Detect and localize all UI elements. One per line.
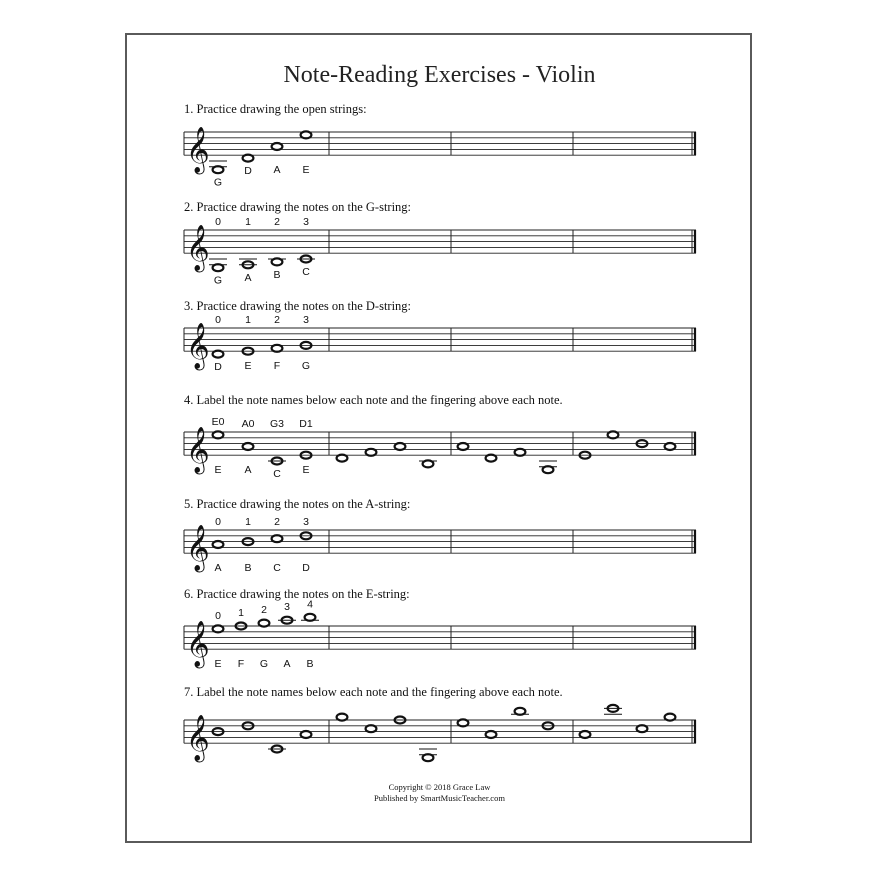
treble-clef-icon: 𝄞: [186, 225, 210, 272]
exercise-5-instruction: 5. Practice drawing the notes on the A-string:: [184, 497, 411, 511]
whole-note: [213, 166, 224, 173]
fingering-label: 1: [238, 607, 244, 619]
whole-note: [486, 731, 497, 738]
note-name-label: C: [273, 562, 281, 575]
note-name-label: G: [301, 360, 311, 373]
fingering-label: 2: [261, 604, 267, 617]
note-name-label: C: [302, 266, 310, 278]
note-name-label: G: [213, 274, 223, 287]
whole-note: [243, 443, 254, 450]
fingering-label: 0: [215, 314, 221, 326]
fingering-label: 0: [215, 609, 221, 622]
exercise-6-staff: [184, 598, 696, 670]
treble-clef-icon: 𝄞: [186, 127, 210, 174]
fingering-label: 1: [245, 216, 251, 228]
whole-note: [637, 725, 648, 732]
note-name-label: E: [302, 464, 310, 477]
fingering-label: 3: [303, 216, 309, 228]
whole-note: [580, 731, 591, 738]
treble-clef-icon: 𝄞: [186, 427, 210, 474]
whole-note: [423, 754, 434, 761]
whole-note: [213, 264, 224, 271]
whole-note: [305, 614, 316, 621]
whole-note: [366, 725, 377, 732]
exercise-3-staff: [184, 314, 696, 373]
whole-note: [665, 714, 676, 721]
copyright-notice: [0, 782, 879, 804]
whole-note: [272, 345, 283, 352]
whole-note: [301, 731, 312, 738]
fingering-label: 2: [274, 516, 280, 528]
note-name-label: A: [283, 658, 291, 671]
note-name-label: D: [214, 361, 222, 374]
note-name-label: E: [214, 658, 222, 671]
fingering-label: 1: [245, 516, 251, 528]
note-name-label: D: [302, 562, 310, 575]
whole-note: [259, 620, 270, 627]
note-name-label: D: [244, 165, 252, 178]
copyright-line: Copyright © 2018 Grace Law: [388, 782, 491, 792]
whole-note: [515, 449, 526, 456]
note-name-label: F: [273, 360, 281, 373]
whole-note: [301, 131, 312, 138]
note-name-label: B: [306, 658, 314, 671]
exercise-3-instruction: 3. Practice drawing the notes on the D-string:: [184, 299, 412, 313]
note-name-label: A: [244, 271, 252, 284]
whole-note: [366, 449, 377, 456]
fingering-label: 3: [303, 516, 309, 528]
whole-note: [213, 625, 224, 632]
treble-clef-icon: 𝄞: [186, 525, 210, 572]
exercise-1-instruction: 1. Practice drawing the open strings:: [184, 102, 367, 116]
fingering-label: E0: [211, 415, 225, 428]
whole-note: [665, 443, 676, 450]
fingering-label: 2: [274, 216, 280, 228]
whole-note: [272, 143, 283, 150]
whole-note: [458, 719, 469, 726]
whole-note: [543, 466, 554, 473]
exercise-2-instruction: 2. Practice drawing the notes on the G-string:: [184, 200, 412, 214]
note-name-label: B: [244, 562, 252, 575]
page-title: Note-Reading Exercises - Violin: [283, 62, 596, 88]
whole-note: [337, 714, 348, 721]
fingering-label: 2: [274, 314, 280, 326]
note-name-label: E: [302, 164, 310, 177]
publisher-line: Published by SmartMusicTeacher.com: [374, 793, 505, 803]
exercise-7-instruction: 7. Label the note names below each note and the fingering above each note.: [184, 685, 563, 699]
whole-note: [608, 431, 619, 438]
whole-note: [213, 431, 224, 438]
note-name-label: B: [273, 268, 281, 281]
whole-note: [423, 460, 434, 467]
note-name-label: G: [259, 658, 269, 671]
note-name-label: A: [214, 562, 222, 575]
fingering-label: 0: [215, 516, 221, 528]
fingering-label: A0: [241, 418, 255, 430]
note-name-label: A: [273, 164, 281, 177]
whole-note: [213, 351, 224, 358]
whole-note: [395, 443, 406, 450]
whole-note: [243, 155, 254, 162]
whole-note: [515, 708, 526, 715]
fingering-label: G3: [269, 418, 285, 430]
exercise-7-staff: [184, 705, 696, 763]
whole-note: [337, 455, 348, 462]
exercise-4-staff: [184, 416, 696, 480]
whole-note: [486, 455, 497, 462]
fingering-label: D1: [299, 418, 313, 430]
exercise-5-staff: [184, 516, 696, 574]
exercise-4-instruction: 4. Label the note names below each note and the fingering above each note.: [184, 393, 563, 407]
fingering-label: 0: [215, 216, 221, 228]
note-name-label: F: [237, 658, 245, 671]
exercise-2-staff: [184, 216, 696, 287]
note-name-label: E: [214, 464, 222, 477]
fingering-label: 4: [307, 598, 313, 611]
whole-note: [272, 258, 283, 265]
note-name-label: E: [244, 360, 252, 373]
treble-clef-icon: 𝄞: [186, 621, 210, 668]
note-name-label: G: [213, 176, 223, 189]
note-name-label: A: [244, 464, 252, 477]
fingering-label: 3: [284, 601, 290, 614]
whole-note: [272, 535, 283, 542]
treble-clef-icon: 𝄞: [186, 323, 210, 370]
treble-clef-icon: 𝄞: [186, 715, 210, 762]
whole-note: [213, 541, 224, 548]
fingering-label: 3: [303, 314, 309, 326]
note-name-label: C: [273, 468, 281, 480]
whole-note: [458, 443, 469, 450]
exercise-1-staff: [184, 127, 696, 189]
exercise-6-instruction: 6. Practice drawing the notes on the E-string:: [184, 587, 410, 601]
fingering-label: 1: [245, 314, 251, 326]
